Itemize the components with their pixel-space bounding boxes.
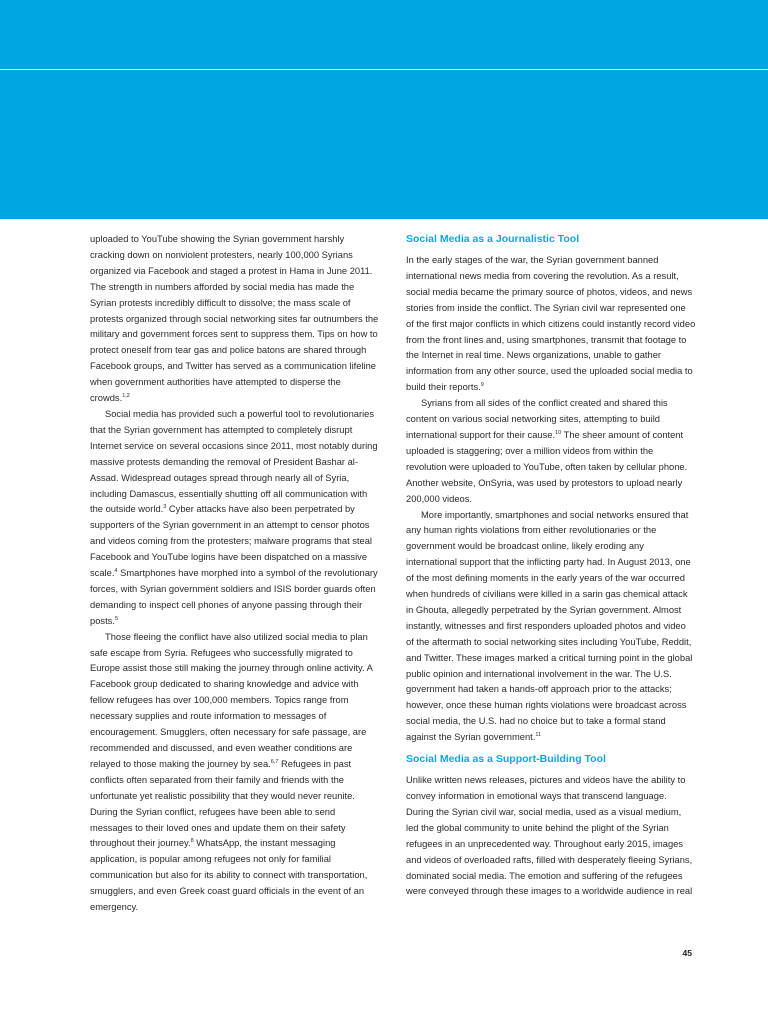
left-paragraph-3: Those fleeing the conflict have also utilized social media to plan safe escape from Syria. Refugees who successfully migrated to Europe assist those still making the journey through online activity. A Facebook group dedicated to sharing knowledge and advice with fellow refugees has over 100,000 members. Topics range from necessary supplies and route information to messages of encouragement. Smugglers, often necessary for safe passage, are recommended and discussed, and even weather conditions are relayed to those making the journey by sea.$^{6,7}$ Refugees in past conflicts often separated from their family and friends with the unfortunate yet realistic possibility that they would never reunite. During the Syrian conflict, refugees have been able to send messages to their loved ones and update them on their safety throughout their journey.$^8$ WhatsApp, the instant messaging application, is popular among refugees not only for familial communication but also for its ability to connect with transportation, smugglers, and even Greek coast guard officials in the event of an emergency. [90,631,373,913]
right-column [406,232,696,900]
right-paragraph-1: In the early stages of the war, the Syrian government banned international news media from covering the revolution. As a result, social media became the primary source of photos, videos, and news stories from inside the conflict. The Syrian civil war represented one of the first major conflicts in which citizens could instantly record video from the front lines and, using smartphones, transmit that footage to the Internet in real time. News organizations, unable to gather information from any other source, used the uploaded social media to build their reports.$^9$ [406,255,696,393]
footnote-ref: 1,2 [122,393,130,400]
left-paragraph-2: Social media has provided such a powerful tool to revolutionaries that the Syrian government has attempted to completely disrupt Internet service on several occasions since 2011, most notably during massive protests demanding the removal of President Bashar al-Assad. Widespread outages spread through nearly all of Syria, including Damascus, essentially shutting off all communication with the outside world.$^3$ Cyber attacks have also been perpetrated by supporters of the Syrian government in an attempt to censor photos and videos coming from the protesters; malware programs that steal Facebook and YouTube logins have been dispatched on a massive scale.$^4$ Smartphones have morphed into a symbol of the revolutionary forces, with Syrian government soldiers and ISIS border guards often demanding to inspect cell phones of anyone passing through their posts.$^5$ [90,408,378,626]
page-number: 45 [682,948,692,958]
footnote-ref: 6,7 [270,758,279,765]
section-heading-support-building: Social Media as a Support-Building Tool [406,753,606,766]
footnote-ref: 10 [555,429,562,436]
right-paragraph-2: Syrians from all sides of the conflict created and shared this content on various social networking sites, attempting to build international support for their cause.$^{10}$ The sheer amount of content uploaded is staggering; over a million videos from within the revolution were uploaded to YouTube, often taken by cellular phone. Another website, OnSyria, was used by protestors to upload nearly 200,000 videos. [406,398,688,504]
footnote-ref: 3 [163,504,167,511]
left-paragraph-1: uploaded to YouTube showing the Syrian government harshly cracking down on nonviolent protesters, nearly 100,000 Syrians organized via Facebook and staged a protest in Hama in June 2011. The strength in numbers afforded by social media has made the Syrian protests incredibly difficult to dissolve; the mass scale of protests organized through social networking sites far outnumbers the military and government forces sent to suppress them. Tips on how to protect oneself from tear gas and police batons are shared through Facebook groups, and Twitter has served as a communication lifeline when government authorities have attempted to disperse the crowds.$^{1,2}$ [90,234,379,404]
footnote-ref: 8 [190,838,194,845]
footnote-ref: 9 [480,382,484,389]
right-paragraph-4: Unlike written news releases, pictures and videos have the ability to convey information in emotional ways that transcend language. During the Syrian civil war, social media, used as a visual medium, led the global community to unite behind the plight of the Syrian refugees in an unprecedented way. Throughout early 2015, images and videos of overloaded rafts, filled with desperately fleeing Syrians, dominated social media. The emotion and suffering of the refugees were conveyed through these images to a worldwide audience in real [406,775,693,897]
left-column [90,232,380,916]
footnote-ref: 4 [114,568,118,575]
right-paragraph-3: More importantly, smartphones and social networks ensured that any human rights violations from either revolutionaries or the government would be broadcast online, likely eroding any international support that the inflicting party had. In August 2013, one of the most defining moments in the early years of the war occurred when hundreds of civilians were killed in a sarin gas chemical attack in Ghouta, allegedly perpetrated by the Syrian government. Almost instantly, witnesses and first responders uploaded photos and video of the aftermath to social networking sites including YouTube, Reddit, and Twitter. These images marked a critical turning point in the global public opinion and international involvement in the war. The U.S. government had taken a hands-off approach prior to the attacks; however, once these human rights violations were broadcast across social media, the U.S. had no choice but to take a formal stand against the Syrian government.$^{11}$ [406,509,693,743]
footnote-ref: 5 [114,615,118,622]
banner-rule [0,69,768,70]
header-banner [0,0,768,219]
section-heading-journalistic: Social Media as a Journalistic Tool [406,233,580,245]
footnote-ref: 11 [535,732,542,739]
